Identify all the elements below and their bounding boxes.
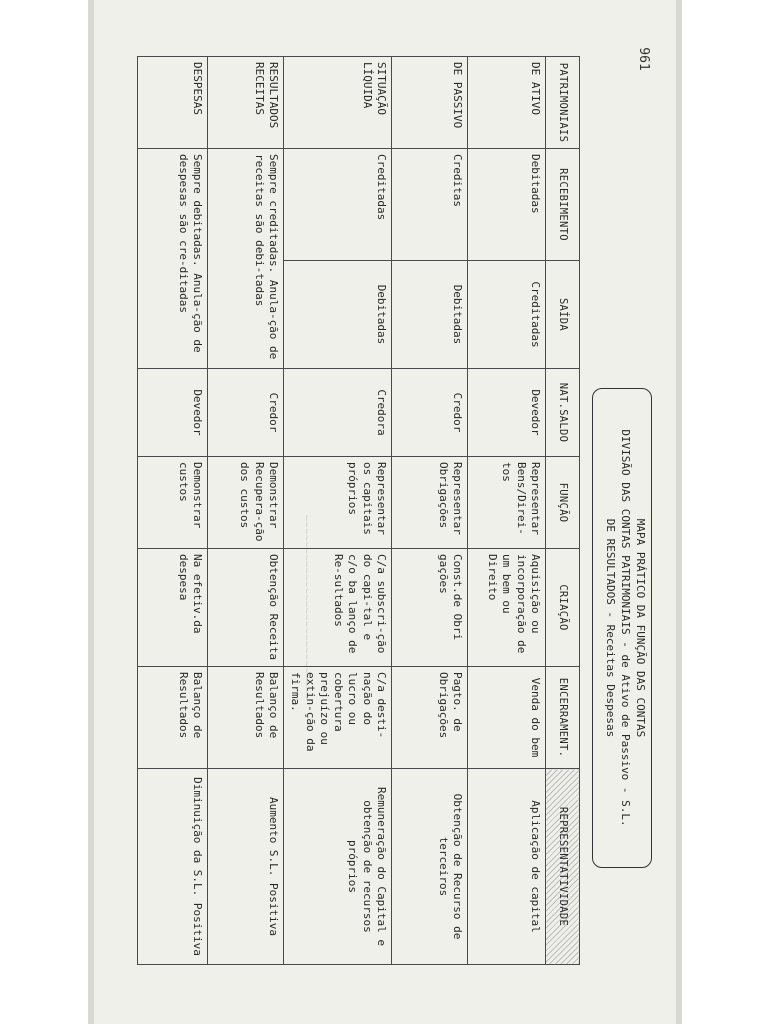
- cell: RESULTADOS RECEITAS: [208, 57, 284, 149]
- cell: Demonstrar custos: [138, 457, 208, 549]
- cell: C/a desti-nação do lucro ou cobertura prejuízo ou extin-ção da firma.: [284, 667, 392, 769]
- cell: Balanço de Resultados: [208, 667, 284, 769]
- cell: Creditas: [392, 149, 468, 261]
- page-number: 961: [636, 47, 651, 71]
- cell: Obtenção de Recurso de terceiros: [392, 769, 468, 965]
- cell: Remuneração do Capital e obtenção de recursos próprios: [284, 769, 392, 965]
- cell: Diminuição da S.L. Positiva: [138, 769, 208, 965]
- cell: Credor: [208, 369, 284, 457]
- cell: DE PASSIVO: [392, 57, 468, 149]
- cell: Sempre debitadas. Anula-ção de despesas são cre-ditadas: [138, 149, 208, 369]
- cell: Obtenção Receita: [208, 549, 284, 667]
- cell: Credora: [284, 369, 392, 457]
- cell: Aumento S.L. Positiva: [208, 769, 284, 965]
- cell: DESPESAS: [138, 57, 208, 149]
- header-funcao: FUNÇÃO: [546, 457, 580, 549]
- header-criacao: CRIAÇÃO: [546, 549, 580, 667]
- table-row: [138, 57, 208, 965]
- cell: Creditadas: [468, 261, 546, 369]
- header-recebimento: RECEBIMENTO: [546, 149, 580, 261]
- cell: Debitadas: [284, 261, 392, 369]
- title-line-1: MAPA PRÁTICO DA FUNÇÃO DAS CONTAS: [634, 518, 647, 738]
- cell: Na efetiv.da despesa: [138, 549, 208, 667]
- table-header-row: [546, 57, 580, 965]
- cell: Devedor: [138, 369, 208, 457]
- cell: Venda do bem: [468, 667, 546, 769]
- title-line-3: DE RESULTADOS - Receitas Despesas: [604, 518, 618, 738]
- cell: Representar Obrigações: [392, 457, 468, 549]
- bleed-through-text: ~~~~~~~~~~~~~~~~~~~~~~~~~~~~: [300, 514, 313, 700]
- header-saida: SAÍDA: [546, 261, 580, 369]
- table-row: [392, 57, 468, 965]
- header-patrimoniais: PATRIMONIAIS: [546, 57, 580, 149]
- cell: Aplicação de capital: [468, 769, 546, 965]
- cell: Debitadas: [392, 261, 468, 369]
- cell: SITUAÇÃO LÍQUIDA: [284, 57, 392, 149]
- header-representatividade: REPRESENTATIVIDADE: [546, 769, 580, 965]
- cell: Balanço de Resultados: [138, 667, 208, 769]
- table-row: [284, 57, 392, 965]
- cell: Const.de Obri gações: [392, 549, 468, 667]
- function-map-table: [137, 56, 580, 965]
- table-row: [468, 57, 546, 965]
- cell: Pagto. de Obrigações: [392, 667, 468, 769]
- cell: Aquisição ou incorporação de um bem ou Direito: [468, 549, 546, 667]
- table-title-area: [592, 388, 652, 868]
- table-title-box: [592, 388, 652, 868]
- cell: Creditadas: [284, 149, 392, 261]
- cell: Devedor: [468, 369, 546, 457]
- cell: Representar os capitais próprios: [284, 457, 392, 549]
- cell: C/a subscri-ção do capi-tal e c/o ba lanço de Re-sultados: [284, 549, 392, 667]
- cell: Credor: [392, 369, 468, 457]
- cell: DE ATIVO: [468, 57, 546, 149]
- header-nat-saldo: NAT.SALDO: [546, 369, 580, 457]
- title-line-2: DIVISÃO DAS CONTAS PATRIMONIAIS - de Ativo de Passivo - S.L.: [619, 429, 633, 827]
- function-map-table-area: [138, 56, 580, 964]
- header-encerramento: ENCERRAMENT.: [546, 667, 580, 769]
- cell: Sempre creditadas. Anula-ção de receitas são debi-tadas: [208, 149, 284, 369]
- cell: Debitadas: [468, 149, 546, 261]
- cell: Demonstrar Recupera-ção dos custos: [208, 457, 284, 549]
- table-row: [208, 57, 284, 965]
- cell: Representar Bens/Direi-tos: [468, 457, 546, 549]
